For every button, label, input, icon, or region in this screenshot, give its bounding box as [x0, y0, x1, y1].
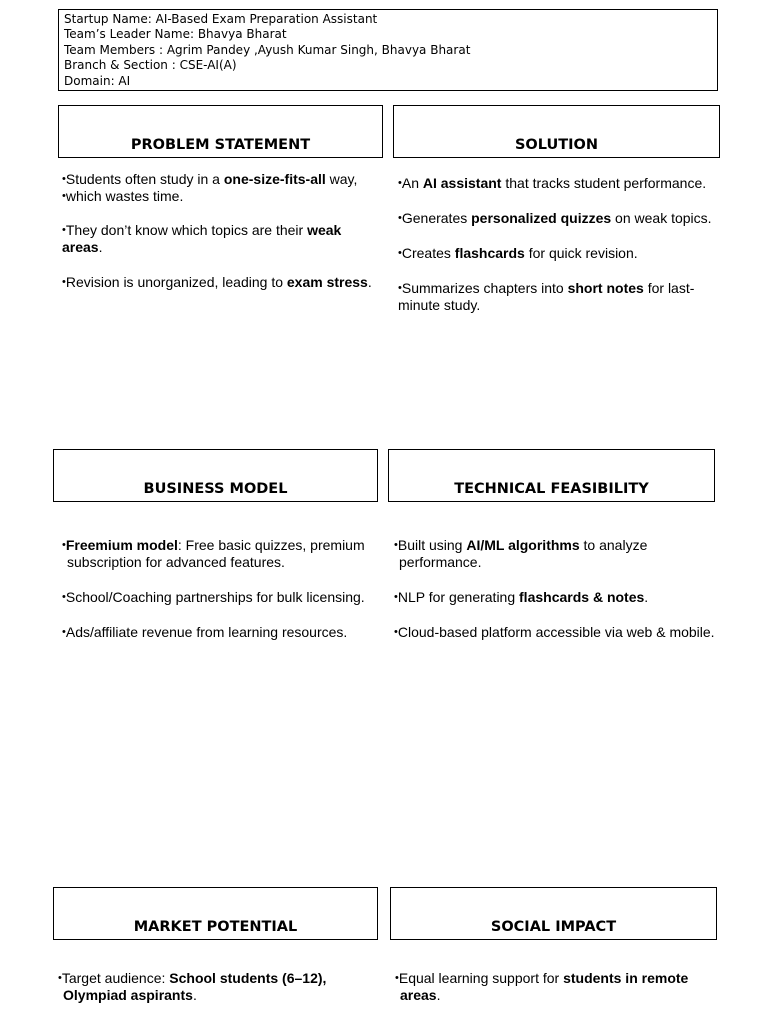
bullet-icon: •	[58, 972, 62, 984]
bullet-icon: •	[62, 224, 66, 236]
bullet-icon: •	[62, 626, 66, 638]
list-item: •NLP for generating flashcards & notes.	[394, 589, 649, 605]
bullet-icon: •	[398, 282, 402, 294]
list-item: •Built using AI/ML algorithms to analyze performance.	[394, 537, 648, 570]
list-item: •An AI assistant that tracks student performance.	[398, 175, 707, 191]
business-model-list	[62, 537, 384, 659]
branch-section: Branch & Section : CSE-AI(A)	[64, 58, 237, 73]
startup-name: Startup Name: AI-Based Exam Preparation Assistant	[64, 12, 378, 26]
team-members: Team Members : Agrim Pandey ,Ayush Kumar Singh, Bhavya Bharat	[64, 42, 471, 57]
list-item: •Cloud-based platform accessible via web & mobile.	[394, 624, 715, 640]
bullet-icon: •	[395, 972, 399, 984]
bullet-icon: •	[398, 177, 402, 189]
bullet-icon: •	[62, 591, 66, 603]
social-impact-heading: SOCIAL IMPACT	[390, 887, 717, 940]
solution-heading: SOLUTION	[393, 105, 720, 158]
technical-feasibility-list	[394, 537, 734, 659]
bullet-icon: •	[62, 190, 66, 202]
list-item: •Equal learning support for students in remote areas.	[395, 970, 689, 1003]
bullet-icon: •	[398, 212, 402, 224]
team-info-box	[58, 9, 718, 91]
list-item: •They don’t know which topics are their weak areas.	[62, 222, 342, 255]
list-item: •Revision is unorganized, leading to exam stress.	[62, 274, 372, 290]
list-item: •Target audience: School students (6–12), Olympiad aspirants.	[58, 970, 327, 1003]
solution-list	[398, 175, 723, 332]
bullet-icon: •	[394, 626, 398, 638]
bullet-icon: •	[62, 276, 66, 288]
domain: Domain: AI	[64, 73, 131, 88]
market-potential-heading: MARKET POTENTIAL	[53, 887, 378, 940]
problem-statement-list	[62, 171, 382, 309]
bullet-icon: •	[398, 247, 402, 259]
problem-statement-heading: PROBLEM STATEMENT	[58, 105, 383, 158]
list-item: •Freemium model: Free basic quizzes, premium subscription for advanced features.	[62, 537, 365, 570]
technical-feasibility-heading: TECHNICAL FEASIBILITY	[388, 449, 715, 502]
list-item: •School/Coaching partnerships for bulk licensing.	[62, 589, 365, 605]
list-item: •Students often study in a one-size-fits-all way, •which wastes time.	[62, 171, 358, 204]
list-item: •Summarizes chapters into short notes for last-minute study.	[398, 280, 695, 313]
bullet-icon: •	[62, 173, 66, 185]
bullet-icon: •	[394, 539, 398, 551]
team-leader: Team’s Leader Name: Bhavya Bharat	[64, 27, 287, 42]
business-model-heading: BUSINESS MODEL	[53, 449, 378, 502]
social-impact-list	[395, 970, 715, 1022]
market-potential-list	[58, 970, 358, 1022]
bullet-icon: •	[394, 591, 398, 603]
list-item: •Ads/affiliate revenue from learning resources.	[62, 624, 348, 640]
bullet-icon: •	[62, 539, 66, 551]
list-item: •Generates personalized quizzes on weak topics.	[398, 210, 712, 226]
list-item: •Creates flashcards for quick revision.	[398, 245, 638, 261]
